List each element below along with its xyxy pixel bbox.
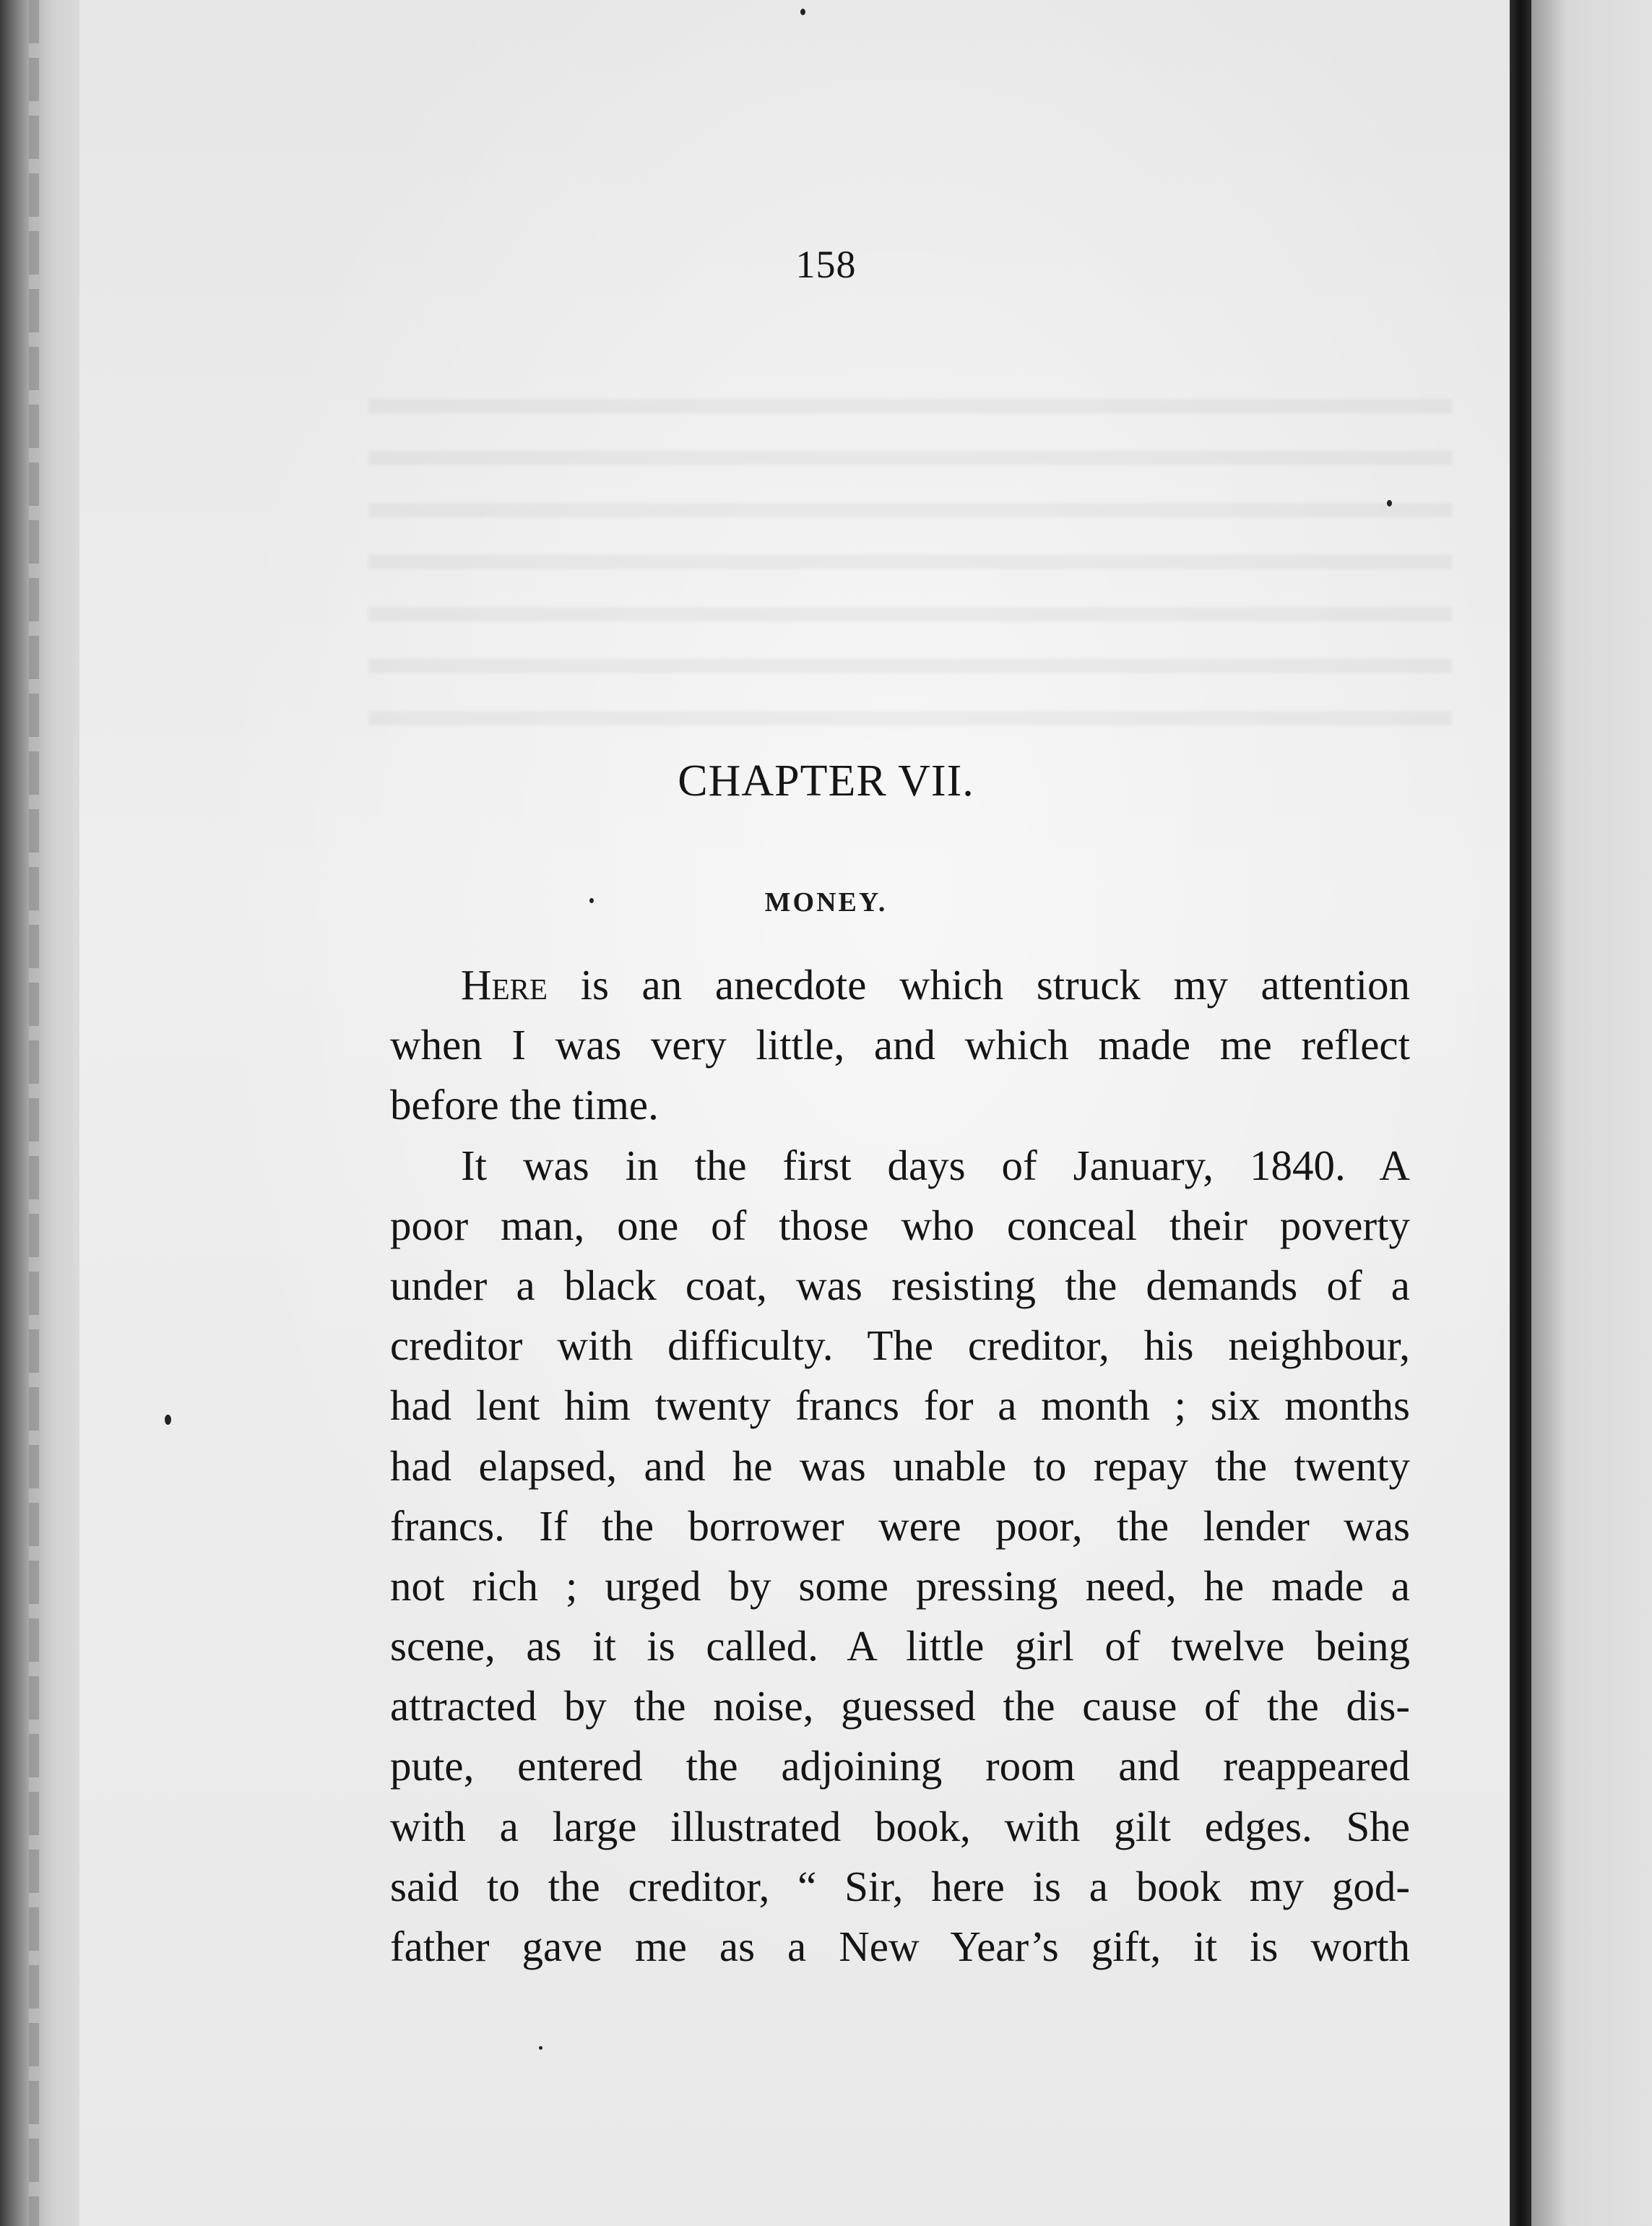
dust-speck (165, 1415, 171, 1425)
text-line: under a black coat, was resisting the demands of a (390, 1261, 1410, 1309)
text-line: when I was very little, and which made me reflect (390, 1021, 1410, 1069)
text-line: had elapsed, and he was unable to repay the twenty (390, 1441, 1410, 1490)
reverse-page-bleed-through (368, 361, 1452, 737)
opening-word-smallcaps: Here (461, 961, 548, 1009)
text-line: pute, entered the adjoining room and reappeared (390, 1742, 1410, 1790)
text-line: before the time. (390, 1081, 659, 1129)
dust-speck (800, 9, 805, 15)
text-line: It was in the first days of January, 1840. A (461, 1141, 1410, 1189)
text-line: had lent him twenty francs for a month ; six months (390, 1381, 1410, 1430)
text-line: scene, as it is called. A little girl of twelve being (390, 1622, 1410, 1670)
text-line: said to the creditor, “ Sir, here is a book my god- (390, 1862, 1410, 1910)
dust-speck (539, 2046, 542, 2050)
gutter-shadow (1510, 0, 1531, 2226)
text-line: poor man, one of those who conceal their poverty (390, 1201, 1410, 1249)
text-line: francs. If the borrower were poor, the lender was (390, 1501, 1410, 1550)
text-line: attracted by the noise, guessed the cause of the dis- (390, 1682, 1410, 1730)
text-line: with a large illustrated book, with gilt edges. She (390, 1802, 1410, 1850)
chapter-subtitle: MONEY. (764, 887, 888, 918)
text-line: not rich ; urged by some pressing need, he made a (390, 1561, 1410, 1610)
chapter-title: CHAPTER VII. (678, 756, 974, 806)
left-binding-edge (0, 0, 87, 2226)
text-line: creditor with difficulty. The creditor, his neighbour, (390, 1321, 1410, 1370)
page-number: 158 (795, 243, 857, 286)
dust-speck (1387, 500, 1392, 506)
next-page-edge (1531, 0, 1652, 2226)
text-line: father gave me as a New Year’s gift, it is worth (390, 1923, 1410, 1970)
binding-stitching (29, 0, 39, 2226)
body-text (390, 955, 1410, 1977)
text-line (390, 955, 1410, 1015)
text-line-fragment: is an anecdote which struck my attention (548, 961, 1410, 1009)
